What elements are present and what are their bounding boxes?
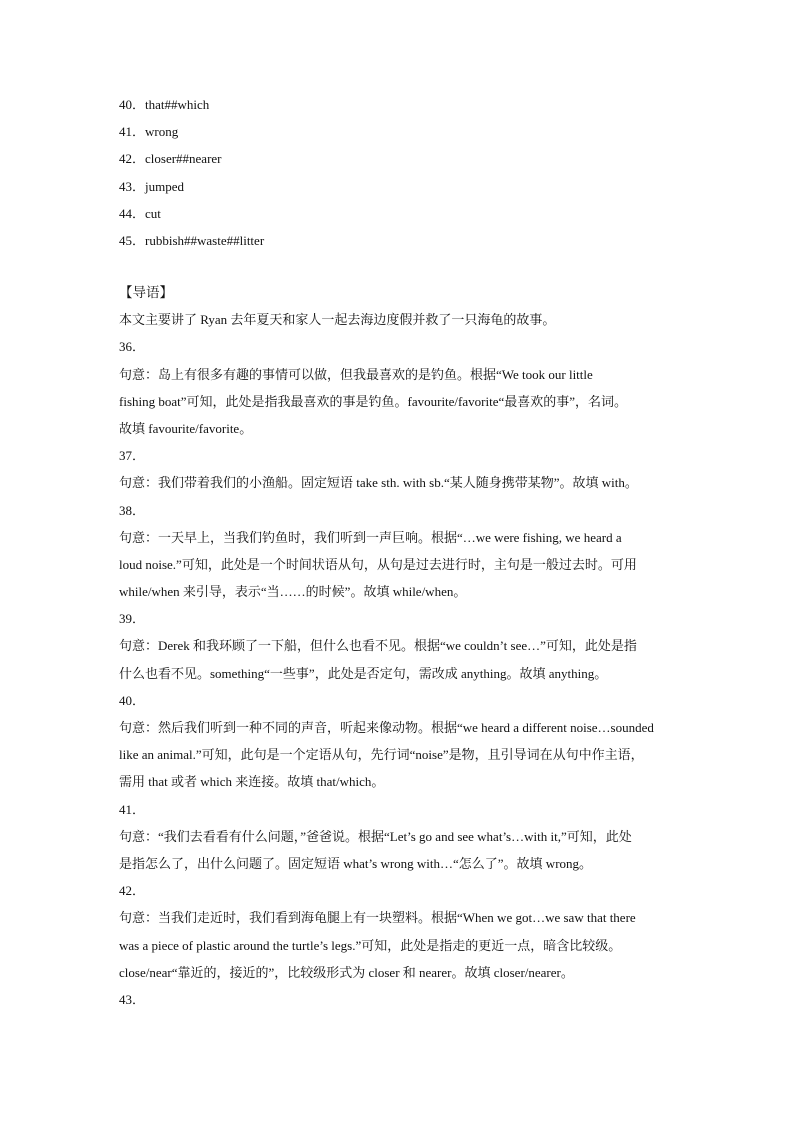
answer-item: 45．rubbish##waste##litter [119,232,265,248]
answer-item: 44．cut [119,205,161,221]
explanation-line: close/near“靠近的，接近的”，比较级形式为 closer 和 nearer。故填 closer/nearer。 [119,964,574,980]
explanation-line: 句意：岛上有很多有趣的事情可以做，但我最喜欢的是钓鱼。根据“We took our little [119,366,593,382]
explanation-line: while/when 来引导，表示“当……的时候”。故填 while/when。 [119,584,467,600]
explanation-line: 什么也看不见。something“一些事”，此处是否定句，需改成 anything。故填 anything。 [119,665,608,681]
question-number: 38． [119,502,146,518]
question-number: 36． [119,339,146,355]
explanation-line: loud noise.”可知，此处是一个时间状语从句，从句是过去进行时，主句是一般过去时。可用 [119,556,637,572]
summary-line: 本文主要讲了 Ryan 去年夏天和家人一起去海边度假并救了一只海龟的故事。 [119,312,556,328]
explanation-line: 句意：“我们去看看有什么问题，”爸爸说。根据“Let’s go and see what’s…with it,”可知，此处 [119,828,632,844]
question-number: 40． [119,692,146,708]
explanation-line: 故填 favourite/favorite。 [119,420,253,436]
explanation-line: 句意：Derek 和我环顾了一下船，但什么也看不见。根据“we couldn’t see…”可知，此处是指 [119,638,637,654]
explanation-line: 句意：当我们走近时，我们看到海龟腿上有一块塑料。根据“When we got…we saw that there [119,910,636,926]
question-number: 41． [119,801,146,817]
answer-item: 41．wrong [119,124,179,140]
explanation-line: fishing boat”可知，此处是指我最喜欢的事是钓鱼。favourite/favorite“最喜欢的事”，名词。 [119,393,628,409]
explanation-line: 句意：我们带着我们的小渔船。固定短语 take sth. with sb.“某人随身携带某物”。故填 with。 [119,475,638,491]
answer-key-list [119,94,679,257]
explanation-line: 需用 that 或者 which 来连接。故填 that/which。 [119,774,385,790]
answer-item: 40．that##which [119,97,210,112]
answer-item: 43．jumped [119,178,184,194]
answer-item: 42．closer##nearer [119,151,222,167]
question-number: 39． [119,611,146,627]
question-number: 37． [119,448,146,464]
explanation-line: 句意：一天早上，当我们钓鱼时，我们听到一声巨响。根据“…we were fishing, we heard a [119,529,622,545]
explanation-line: 句意：然后我们听到一种不同的声音，听起来像动物。根据“we heard a different noise…sounded [119,720,654,735]
analysis-section [119,282,679,1016]
explanation-line: 是指怎么了，出什么问题了。固定短语 what’s wrong with…“怎么了”。故填 wrong。 [119,855,593,871]
explanation-line: like an animal.”可知，此句是一个定语从句，先行词“noise”是物，且引导词在从句中作主语， [119,747,644,763]
section-heading: 【导语】 [119,285,173,300]
question-number: 43． [119,991,146,1007]
explanation-line: was a piece of plastic around the turtle’s legs.”可知，此处是指走的更近一点，暗含比较级。 [119,937,622,953]
question-number: 42． [119,883,146,899]
